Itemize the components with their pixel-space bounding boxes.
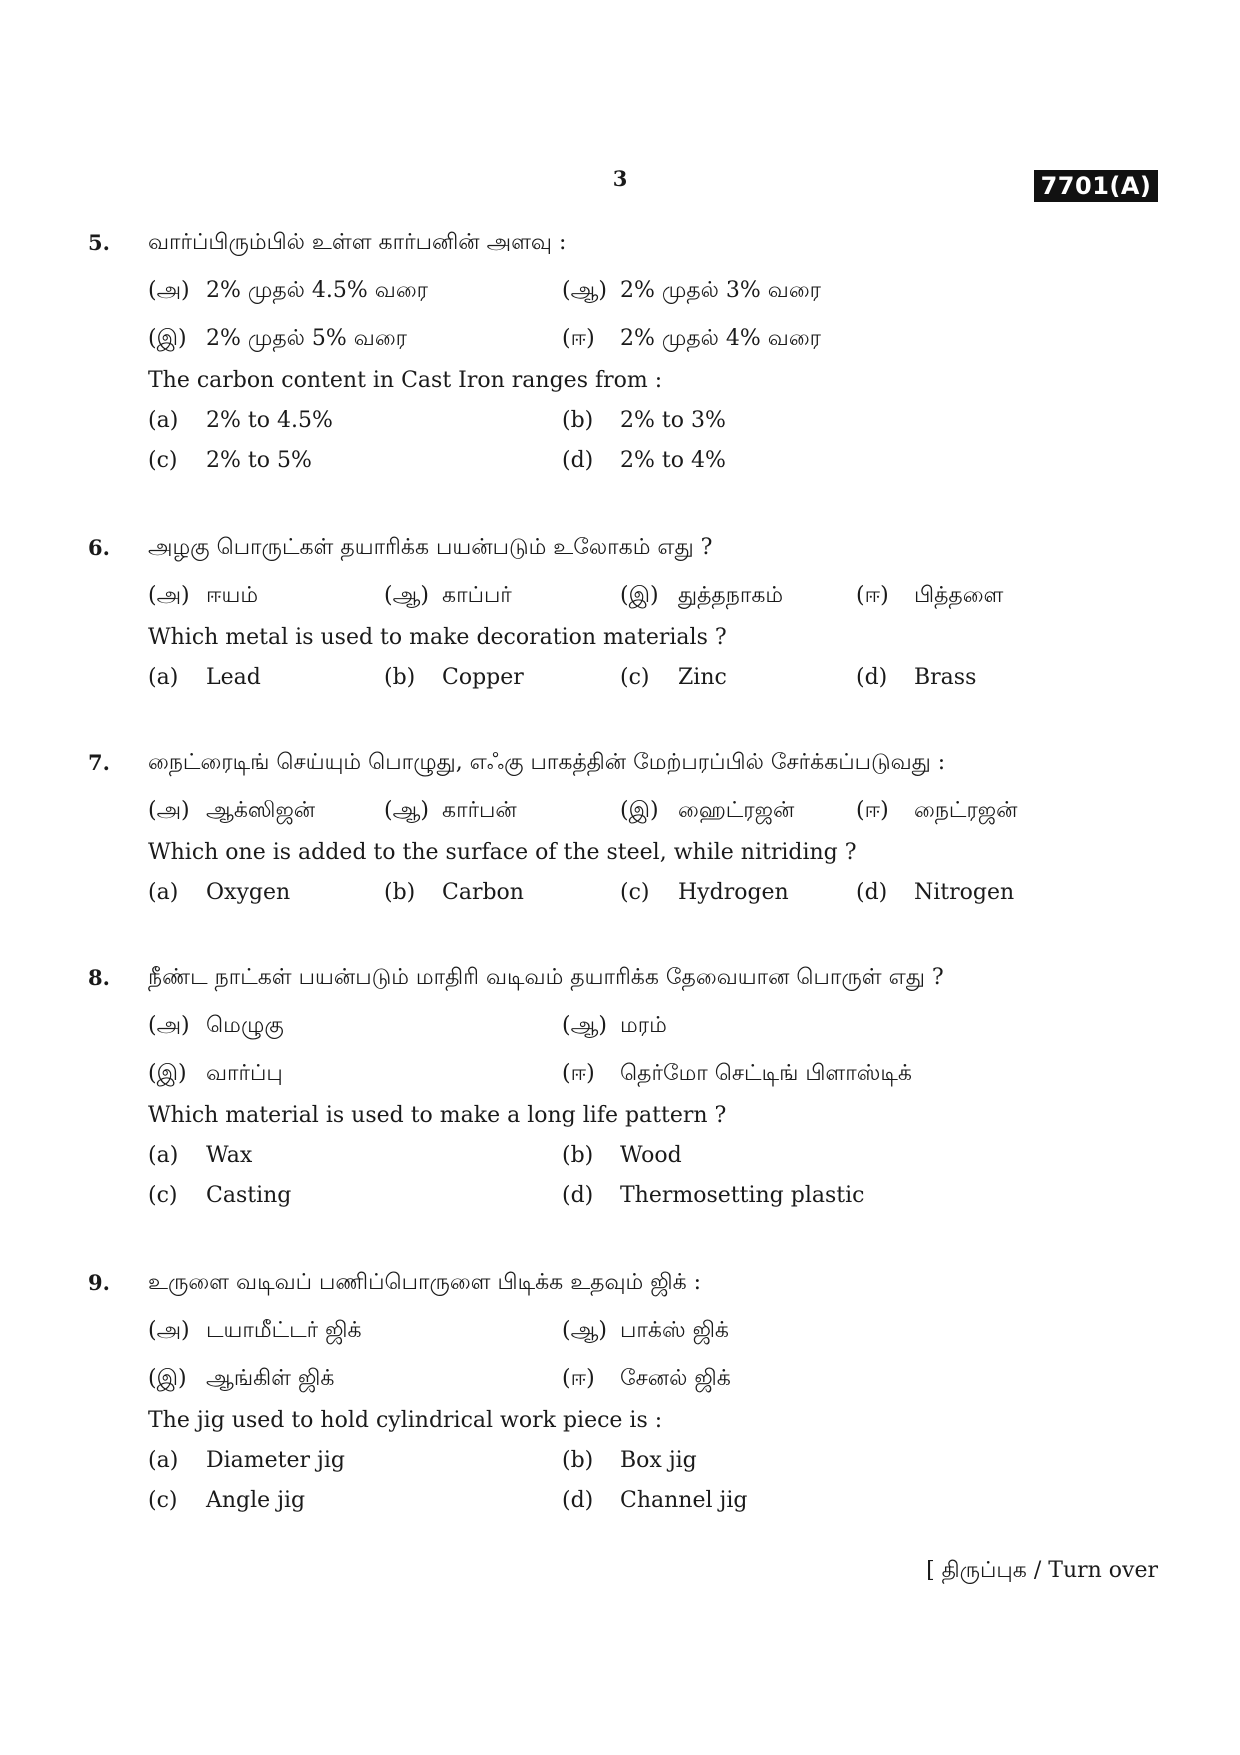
tamil-option-a: (அ) மெழுகு [148, 1013, 284, 1038]
tamil-option-b: (ஆ) காப்பர் [384, 583, 512, 608]
question-number: 7. [88, 750, 110, 775]
option-c: (c) Casting [148, 1183, 292, 1208]
tamil-option-d: (ஈ) பித்தளை [856, 583, 1004, 608]
option-c: (c) 2% to 5% [148, 448, 312, 473]
tamil-option-a: (அ) ஆக்ஸிஜன் [148, 798, 316, 823]
question-text-tamil: நீண்ட நாட்கள் பயன்படும் மாதிரி வடிவம் தயாரிக்க தேவையான பொருள் எது ? [148, 965, 944, 990]
option-d: (d) 2% to 4% [562, 448, 726, 473]
tamil-option-b: (ஆ) 2% முதல் 3% வரை [562, 278, 822, 303]
question-text-english: Which material is used to make a long life pattern ? [148, 1103, 727, 1128]
option-a: (a) Wax [148, 1143, 253, 1168]
option-a: (a) Diameter jig [148, 1448, 345, 1473]
question-text-english: The jig used to hold cylindrical work piece is : [148, 1408, 663, 1433]
question-text-tamil: உருளை வடிவப் பணிப்பொருளை பிடிக்க உதவும் ஜிக் : [148, 1270, 702, 1295]
question-text-tamil: வார்ப்பிரும்பில் உள்ள கார்பனின் அளவு : [148, 230, 567, 255]
option-c: (c) Hydrogen [620, 880, 789, 905]
option-d: (d) Nitrogen [856, 880, 1015, 905]
option-c: (c) Zinc [620, 665, 727, 690]
option-a: (a) 2% to 4.5% [148, 408, 333, 433]
tamil-option-a: (அ) டயாமீட்டர் ஜிக் [148, 1318, 362, 1343]
page-number: 3 [612, 166, 628, 191]
tamil-option-d: (ஈ) 2% முதல் 4% வரை [562, 326, 822, 351]
option-a: (a) Oxygen [148, 880, 291, 905]
option-a: (a) Lead [148, 665, 261, 690]
paper-code-badge: 7701(A) [1034, 170, 1158, 202]
tamil-option-a: (அ) ஈயம் [148, 583, 259, 608]
tamil-option-c: (இ) துத்தநாகம் [620, 583, 784, 608]
tamil-option-c: (இ) வார்ப்பு [148, 1061, 283, 1086]
option-d: (d) Channel jig [562, 1488, 748, 1513]
question-text-tamil: அழகு பொருட்கள் தயாரிக்க பயன்படும் உலோகம் எது ? [148, 535, 713, 560]
tamil-option-c: (இ) ஆங்கிள் ஜிக் [148, 1366, 335, 1391]
question-text-tamil: நைட்ரைடிங் செய்யும் பொழுது, எஃகு பாகத்தின் மேற்பரப்பில் சேர்க்கப்படுவது : [148, 750, 946, 775]
question-number: 8. [88, 965, 110, 990]
option-d: (d) Brass [856, 665, 977, 690]
tamil-option-a: (அ) 2% முதல் 4.5% வரை [148, 278, 429, 303]
question-number: 5. [88, 230, 110, 255]
question-number: 9. [88, 1270, 110, 1295]
tamil-option-b: (ஆ) பாக்ஸ் ஜிக் [562, 1318, 730, 1343]
tamil-option-d: (ஈ) தெர்மோ செட்டிங் பிளாஸ்டிக் [562, 1061, 912, 1086]
turn-over-note: [ திருப்புக / Turn over [926, 1558, 1158, 1583]
tamil-option-b: (ஆ) மரம் [562, 1013, 667, 1038]
question-text-english: Which one is added to the surface of the steel, while nitriding ? [148, 840, 857, 865]
question-number: 6. [88, 535, 110, 560]
option-c: (c) Angle jig [148, 1488, 306, 1513]
option-b: (b) Copper [384, 665, 524, 690]
option-d: (d) Thermosetting plastic [562, 1183, 865, 1208]
tamil-option-c: (இ) 2% முதல் 5% வரை [148, 326, 408, 351]
question-text-english: The carbon content in Cast Iron ranges from : [148, 368, 663, 393]
tamil-option-d: (ஈ) சேனல் ஜிக் [562, 1366, 731, 1391]
tamil-option-c: (இ) ஹைட்ரஜன் [620, 798, 795, 823]
option-b: (b) Carbon [384, 880, 524, 905]
option-b: (b) Box jig [562, 1448, 697, 1473]
option-b: (b) Wood [562, 1143, 682, 1168]
tamil-option-b: (ஆ) கார்பன் [384, 798, 517, 823]
tamil-option-d: (ஈ) நைட்ரஜன் [856, 798, 1018, 823]
question-text-english: Which metal is used to make decoration materials ? [148, 625, 727, 650]
option-b: (b) 2% to 3% [562, 408, 726, 433]
